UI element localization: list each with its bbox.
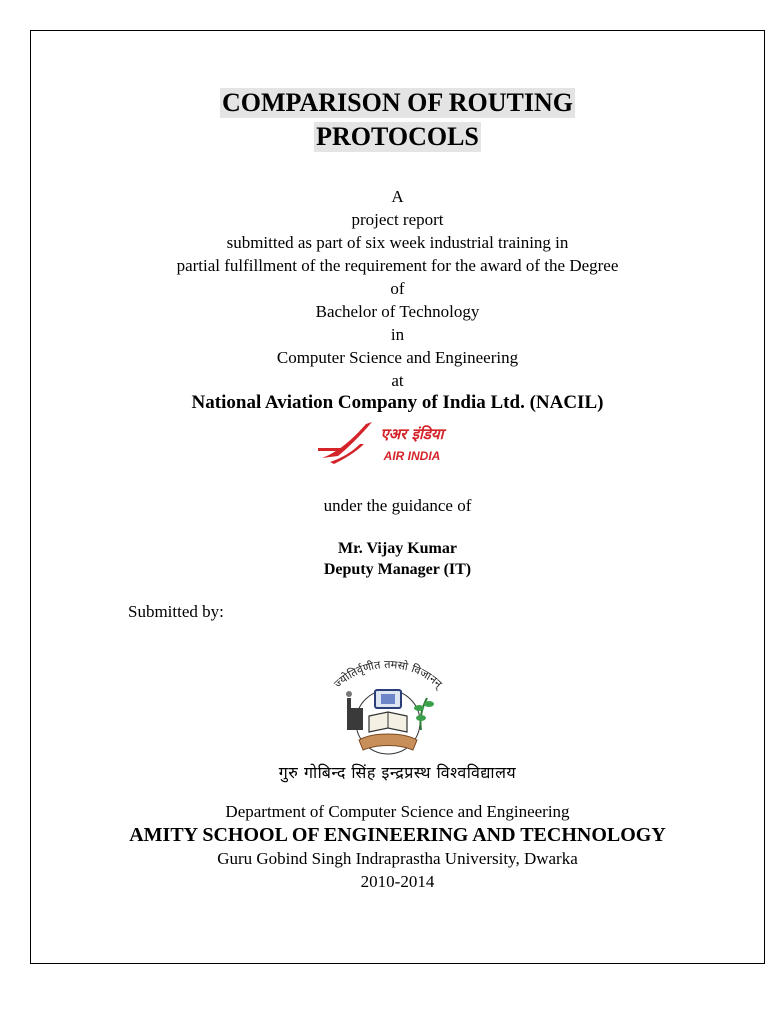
university-motto: ज्योतिर्वृणीत तमसो विजानन्	[331, 657, 445, 691]
guide-block	[30, 538, 765, 580]
department-name: Department of Computer Science and Engineering	[225, 802, 570, 821]
guidance-label	[30, 494, 765, 517]
intro-line: A	[391, 187, 404, 206]
guide-name: Mr. Vijay Kumar	[338, 540, 457, 557]
intro-line: partial fulfillment of the requirement for the award of the Degree	[176, 256, 619, 275]
intro-line: submitted as part of six week industrial training in	[226, 233, 569, 252]
batch-years: 2010-2014	[360, 872, 435, 891]
university-emblem-graphic	[303, 652, 473, 762]
university-name: Guru Gobind Singh Indraprastha University, Dwarka	[217, 849, 578, 868]
air-india-logo	[316, 418, 462, 468]
organization-name: National Aviation Company of India Ltd. (NACIL)	[191, 392, 604, 413]
air-india-english-text: AIR INDIA	[383, 449, 441, 463]
guide-designation: Deputy Manager (IT)	[323, 561, 472, 578]
university-emblem	[303, 652, 473, 762]
submitted-by-label: Submitted by:	[128, 602, 224, 621]
title-line-2: PROTOCOLS	[316, 122, 479, 151]
intro-line: in	[390, 325, 405, 344]
guidance-label-text: under the guidance of	[323, 496, 472, 515]
title-line-1: COMPARISON OF ROUTING	[222, 88, 573, 117]
intro-line: Bachelor of Technology	[315, 302, 480, 321]
intro-block	[30, 185, 765, 392]
university-hindi-name: गुरु गोबिन्द सिंह इन्द्रप्रस्थ विश्वविद्यालय	[278, 763, 517, 782]
school-name: AMITY SCHOOL OF ENGINEERING AND TECHNOLOGY	[129, 824, 666, 846]
intro-line: Computer Science and Engineering	[276, 348, 519, 367]
svg-text:ज्योतिर्वृणीत तमसो विजानन्	[331, 658, 446, 692]
air-india-logo-graphic	[316, 418, 462, 468]
intro-line: project report	[351, 210, 444, 229]
air-india-hindi-text: एअर इंडिया	[380, 425, 444, 443]
footer-block	[30, 800, 765, 893]
title-block	[30, 88, 765, 152]
intro-line: at	[391, 371, 404, 390]
intro-line: of	[390, 279, 405, 298]
